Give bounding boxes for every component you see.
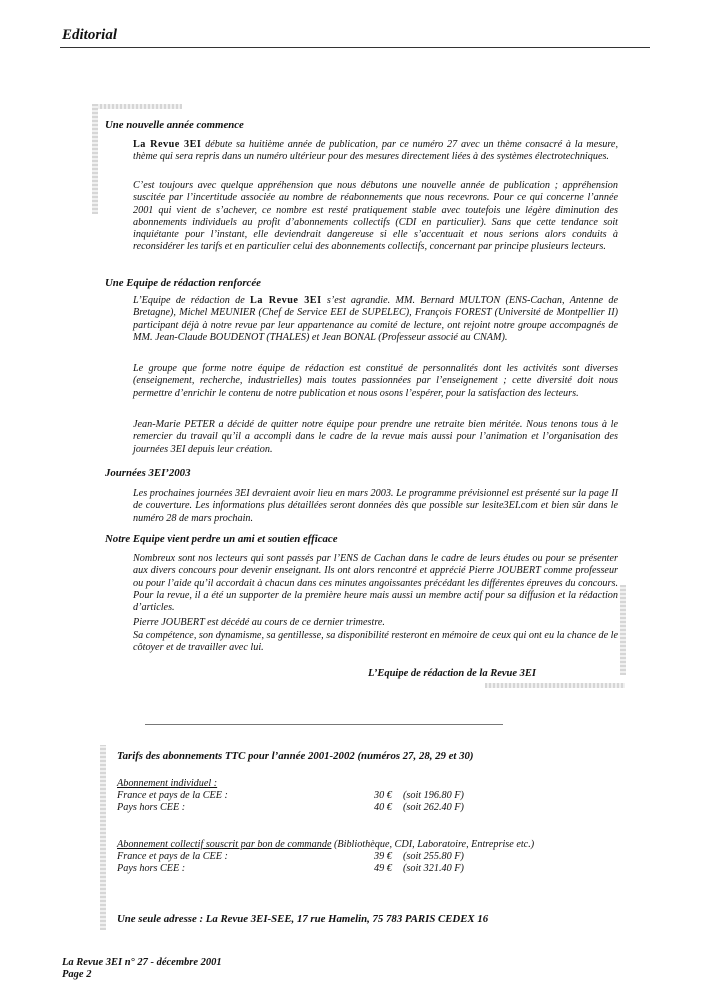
section-heading: Une Equipe de rédaction renforcée: [105, 277, 261, 289]
header-rule: [60, 47, 650, 48]
paragraph: Les prochaines journées 3EI devraient avoir lieu en mars 2003. Le programme prévisionnel est présenté sur la page II de couverture. Les informations plus détaillées seront données dès que possible sur lesite3EI.com et bien sûr dans le numéro 28 de mars prochain.: [133, 488, 618, 524]
price-value: 49 €: [374, 863, 392, 874]
journal-name: La Revue 3EI: [133, 139, 202, 150]
price-conversion: (soit 262.40 F): [403, 802, 464, 813]
price-value: 30 €: [374, 790, 392, 801]
price-zone: Pays hors CEE :: [117, 802, 186, 813]
price-conversion: (soit 321.40 F): [403, 863, 464, 874]
frame-bottom-bar: [485, 683, 625, 688]
paragraph: Le groupe que forme notre équipe de rédaction est constitué de personnalités dont les activités sont diverses (enseignement, recherche, industrielles) mais toutes passionnées par l’enseignement ; cette diversité doit nous permettre d’enrichir le contenu de notre publication et nous osons l’espérer, pour la satisfaction des lecteurs.: [133, 363, 618, 399]
section-heading: Notre Equipe vient perdre un ami et soutien efficace: [105, 533, 338, 545]
price-conversion: (soit 255.80 F): [403, 851, 464, 862]
paragraph: Sa compétence, son dynamisme, sa gentillesse, sa disponibilité resteront en mémoire de ceux qui ont eu la chance de le côtoyer et de travailler avec lui.: [133, 630, 618, 654]
price-value: 40 €: [374, 802, 392, 813]
divider: [145, 724, 503, 725]
tarifs-title: Tarifs des abonnements TTC pour l’année 2001-2002 (numéros 27, 28, 29 et 30): [117, 750, 474, 762]
subscription-type-note: (Bibliothèque, CDI, Laboratoire, Entreprise etc.): [331, 839, 535, 850]
footer-issue: La Revue 3EI n° 27 - décembre 2001: [62, 957, 222, 968]
paragraph: C’est toujours avec quelque appréhension que nous débutons une nouvelle année de publication ; appréhension suscitée par l’incertitude associée au nombre de réabonnements que nous recevrons. Pour ce qui concerne l’année 2001 qui vient de s’achever, ce nombre est resté pratiquement stable avec toutefois une légère diminution des abonnements individuels au profit d’abonnements collectifs (CDI en particulier). Sans que cette tendance soit inquiétante pour l’instant, elle deviendrait dangereuse si elle s’accentuait et nous serions alors conduits à reconsidérer les tarifs et en particulier celui des abonnements collectifs, concernant par principe plusieurs lecteurs.: [133, 180, 618, 253]
price-zone: France et pays de la CEE :: [117, 851, 228, 862]
price-zone: Pays hors CEE :: [117, 863, 186, 874]
footer-page-number: Page 2: [62, 969, 92, 980]
section-heading: Journées 3EI’2003: [105, 467, 191, 479]
subscription-type-line: [117, 839, 534, 850]
paragraph: Nombreux sont nos lecteurs qui sont passés par l’ENS de Cachan dans le cadre de leurs études ou pour se présenter aux divers concours pour devenir enseignant. Ils ont alors rencontré et apprécié Pierre JOUBERT comme professeur ou pour l’aide qu’il accordait à chacun dans ces minutes angoissantes précédant les différentes épreuves du concours. Pour la revue, il a été un supporter de la première heure mais aussi un membre actif pour sa diffusion et la rédaction d’articles.: [133, 553, 618, 614]
section-heading: Une nouvelle année commence: [105, 119, 244, 131]
price-value: 39 €: [374, 851, 392, 862]
frame-left-bar: [92, 104, 98, 214]
paragraph: Jean-Marie PETER a décidé de quitter notre équipe pour prendre une retraite bien méritée. Nous tenons tous à le remercier du travail qu’il a accompli dans le cadre de la revue mais aussi pour l’animation et l’organisation des journées 3EI depuis leur création.: [133, 419, 618, 455]
frame-right-bar: [620, 585, 626, 675]
subscription-type-label: Abonnement collectif souscrit par bon de commande: [117, 839, 332, 850]
postal-address: Une seule adresse : La Revue 3EI-SEE, 17 rue Hamelin, 75 783 PARIS CEDEX 16: [117, 913, 489, 925]
journal-name: La Revue 3EI: [250, 295, 322, 306]
section-header: Editorial: [62, 27, 118, 43]
price-zone: France et pays de la CEE :: [117, 790, 228, 801]
paragraph: L’Equipe de rédaction de La Revue 3EI s’est agrandie. MM. Bernard MULTON (ENS-Cachan, Antenne de Bretagne), Michel MEUNIER (Chef de Service EEI de SUPELEC), François FOREST (Université de Montpellier II) participant déjà à notre revue par leur appartenance au comité de lecture, ont rejoint notre groupe accompagnés de MM. Jean-Claude BOUDENOT (THALES) et Jean BONAL (Professeur associé au CNAM).: [133, 295, 618, 343]
paragraph: Pierre JOUBERT est décédé au cours de ce dernier trimestre.: [133, 617, 385, 628]
frame-top-bar: [92, 104, 182, 109]
tarif-frame-left-bar: [100, 745, 106, 930]
signature: L’Equipe de rédaction de la Revue 3EI: [368, 668, 536, 679]
paragraph: La Revue 3EI débute sa huitième année de publication, par ce numéro 27 avec un thème consacré à la mesure, thème qui sera repris dans un numéro ultérieur pour des mesures directement liées à des systèmes électrotechniques.: [133, 139, 618, 163]
price-conversion: (soit 196.80 F): [403, 790, 464, 801]
subscription-type-label: Abonnement individuel :: [117, 778, 218, 789]
